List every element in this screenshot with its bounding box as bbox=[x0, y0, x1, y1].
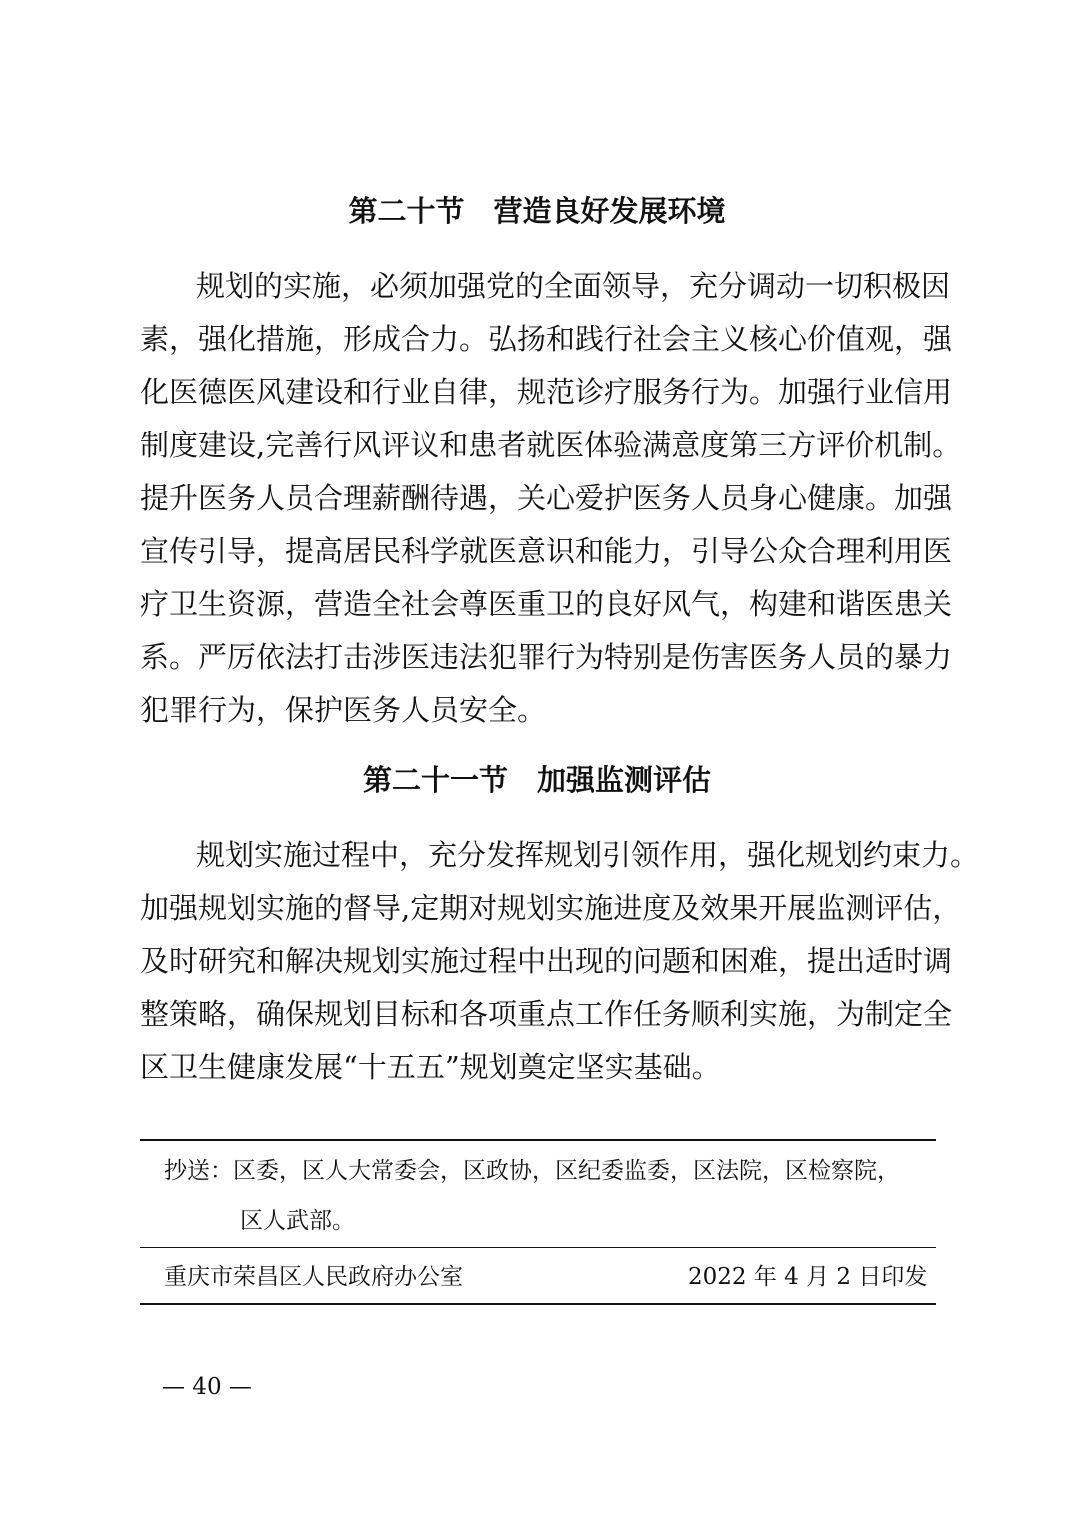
section-21-line: 整策略，确保规划目标和各项重点工作任务顺利实施，为制定全 bbox=[140, 997, 953, 1031]
section-21-heading: 第二十一节 加强监测评估 bbox=[362, 763, 711, 797]
section-21-line: 及时研究和解决规划实施过程中出现的问题和困难，提出适时调 bbox=[140, 944, 953, 978]
section-20-line: 素，强化措施，形成合力。弘扬和践行社会主义核心价值观，强 bbox=[140, 322, 953, 356]
section-20-line: 化医德医风建设和行业自律，规范诊疗服务行为。加强行业信用 bbox=[140, 375, 953, 409]
section-20-line: 犯罪行为，保护医务人员安全。 bbox=[140, 693, 547, 727]
cc-line-continued: 区人武部。 bbox=[240, 1208, 355, 1234]
section-20-line: 提升医务人员合理薪酬待遇，关心爱护医务人员身心健康。加强 bbox=[140, 481, 953, 515]
section-21-line: 加强规划实施的督导,定期对规划实施进度及效果开展监测评估， bbox=[140, 891, 962, 925]
section-20-line: 规划的实施，必须加强党的全面领导，充分调动一切积极因 bbox=[196, 269, 951, 303]
cc-top-rule bbox=[140, 1139, 936, 1141]
issue-date: 2022 年 4 月 2 日印发 bbox=[688, 1264, 928, 1290]
section-20-line: 系。严厉依法打击涉医违法犯罪行为特别是伤害医务人员的暴力 bbox=[140, 640, 953, 674]
page-number: — 40 — bbox=[162, 1374, 252, 1400]
imprint-bottom-rule bbox=[140, 1303, 936, 1305]
issuing-office: 重庆市荣昌区人民政府办公室 bbox=[164, 1264, 463, 1290]
cc-line: 抄送：区委，区人大常委会，区政协，区纪委监委，区法院，区检察院， bbox=[164, 1158, 900, 1184]
section-21-line: 区卫生健康发展“十五五”规划奠定坚实基础。 bbox=[140, 1050, 721, 1084]
section-21-line: 规划实施过程中，充分发挥规划引领作用，强化规划约束力。 bbox=[196, 838, 980, 872]
section-20-line: 宣传引导，提高居民科学就医意识和能力，引导公众合理利用医 bbox=[140, 534, 953, 568]
section-20-heading: 第二十节 营造良好发展环境 bbox=[348, 194, 726, 228]
section-20-line: 疗卫生资源，营造全社会尊医重卫的良好风气，构建和谐医患关 bbox=[140, 587, 953, 621]
section-20-line: 制度建设,完善行风评议和患者就医体验满意度第三方评价机制。 bbox=[140, 428, 962, 462]
cc-divider-rule bbox=[140, 1247, 936, 1248]
